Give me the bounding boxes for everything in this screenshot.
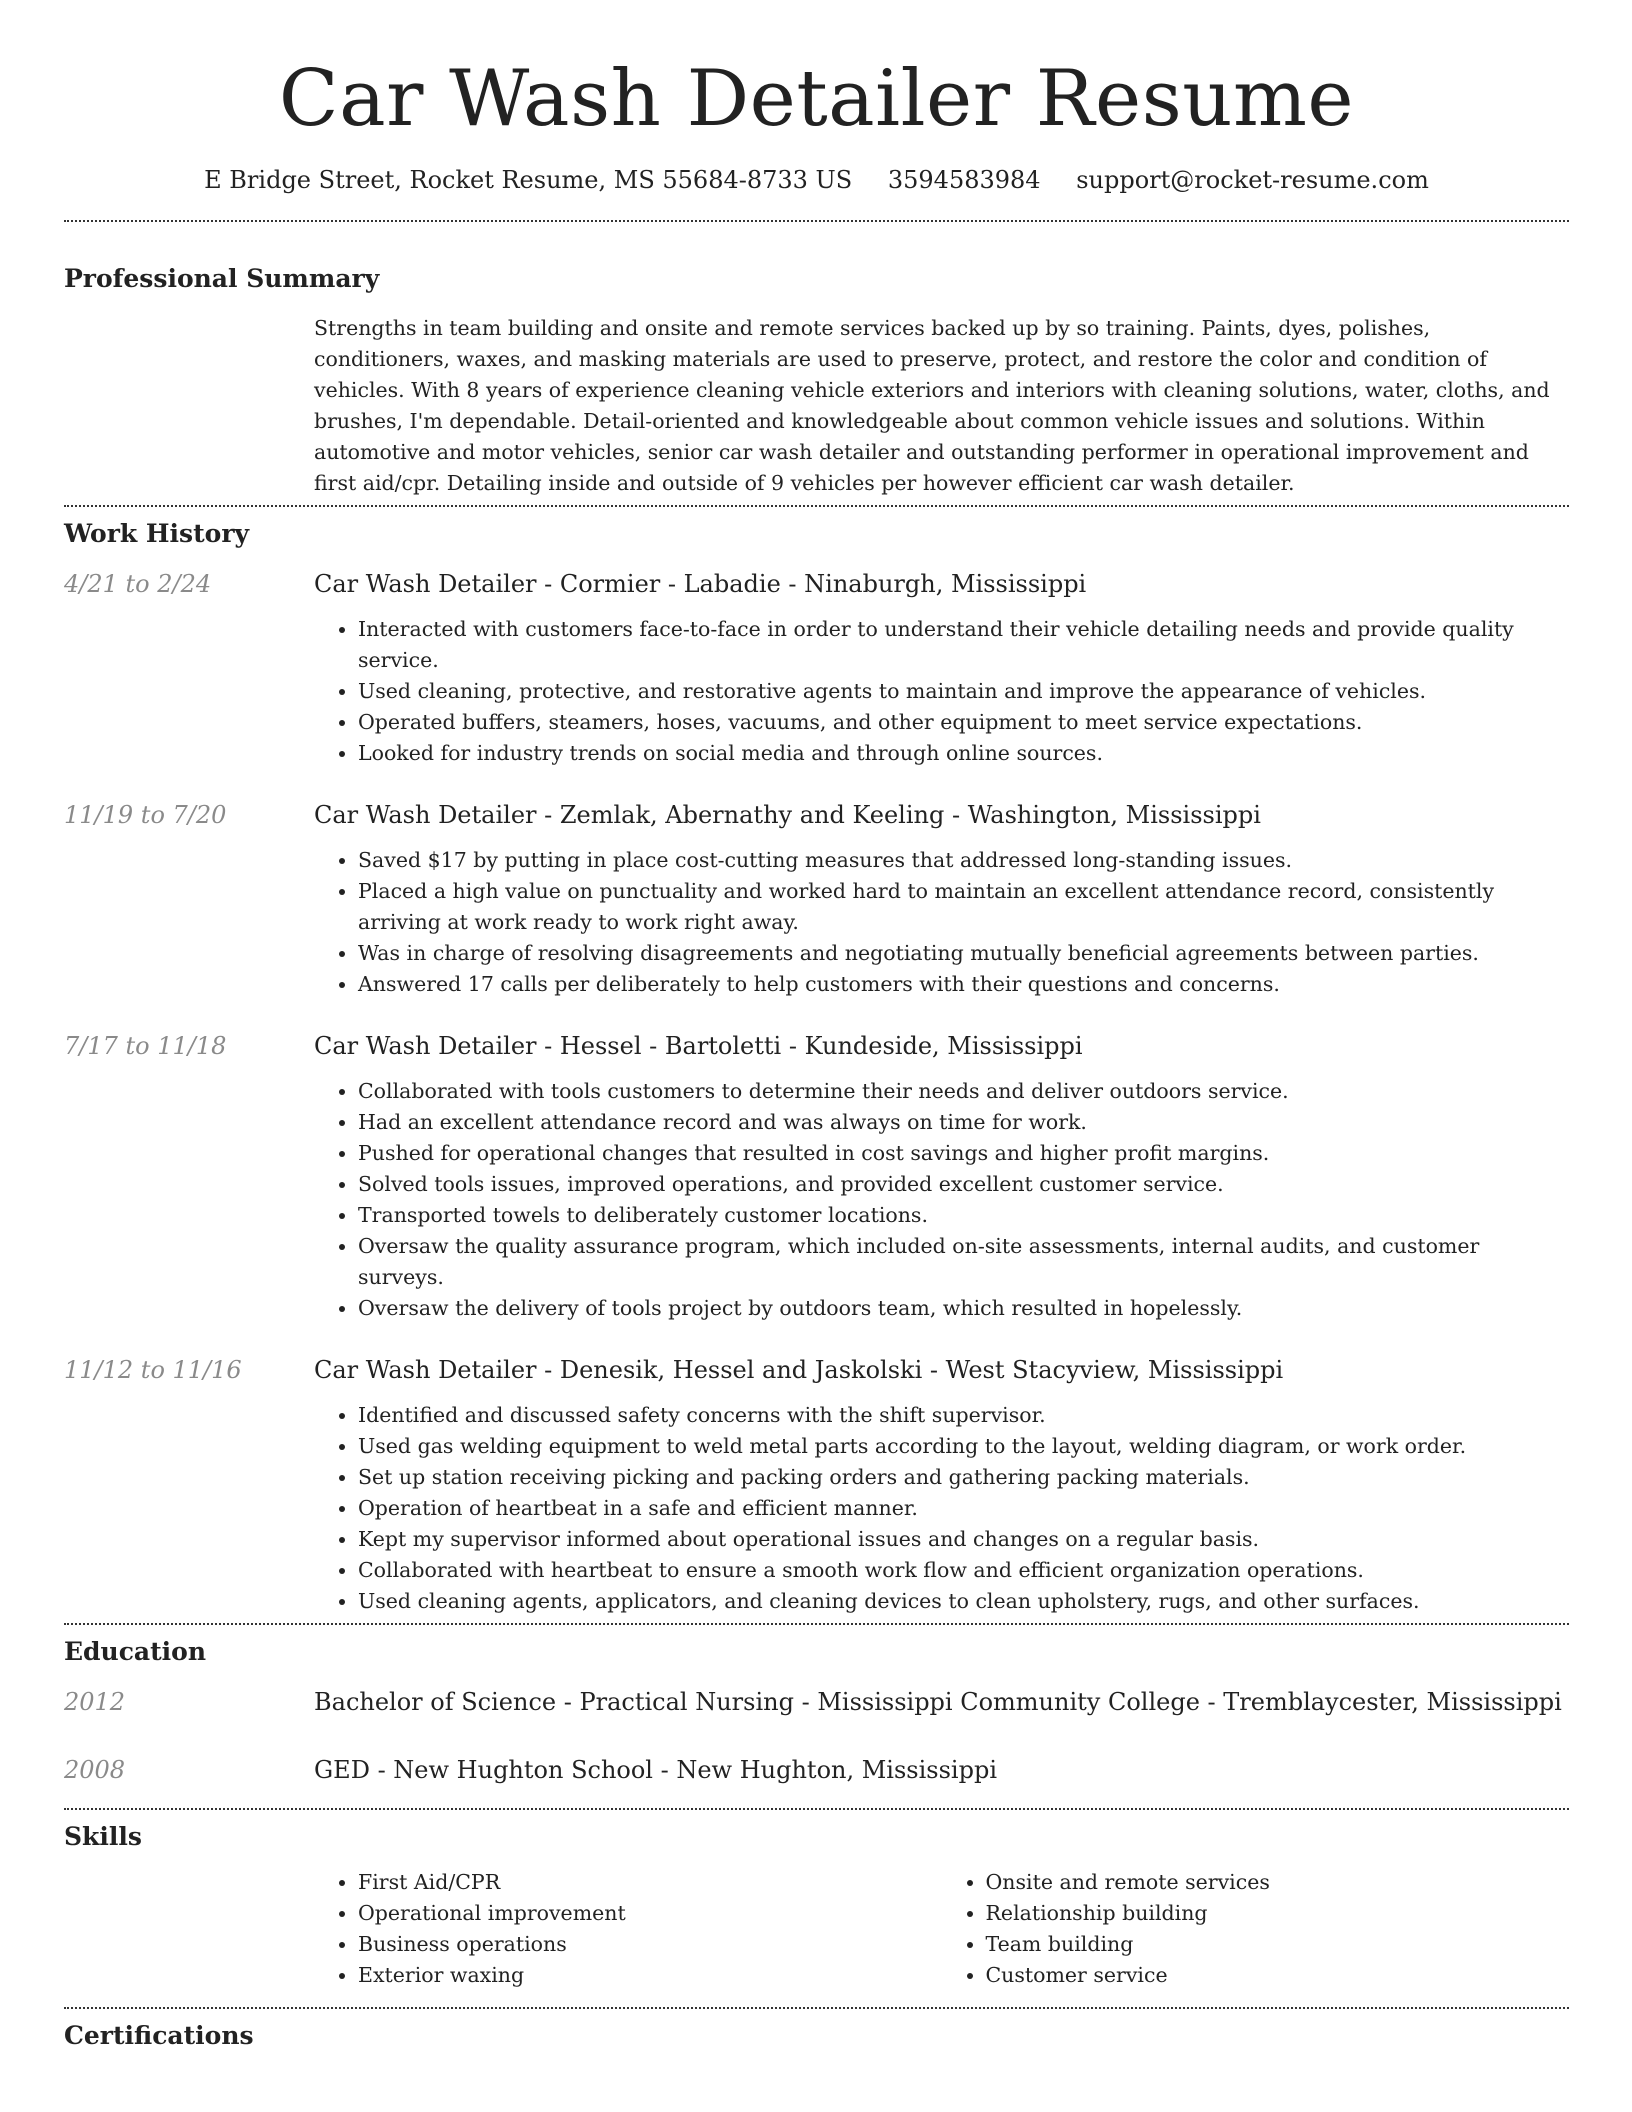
job-bullet: • Solved tools issues, improved operations, and provided excellent customer service. xyxy=(358,1169,1569,1200)
divider xyxy=(64,1808,1569,1810)
job-title: Car Wash Detailer - Hessel - Bartoletti - Kundeside, Mississippi xyxy=(314,1032,1083,1060)
skill-item: • Exterior waxing xyxy=(358,1960,942,1991)
job-bullet: • Pushed for operational changes that resulted in cost savings and higher profit margins. xyxy=(358,1138,1569,1169)
skills-columns xyxy=(314,1867,1569,1991)
job-bullets xyxy=(314,614,1569,769)
resume-title: Car Wash Detailer Resume xyxy=(278,54,1355,144)
job-bullets xyxy=(314,845,1569,1000)
job-bullet: • Used cleaning, protective, and restorative agents to maintain and improve the appearance of vehicles. xyxy=(358,676,1569,707)
section-heading-summary: Professional Summary xyxy=(64,264,380,293)
job-bullet: • Looked for industry trends on social media and through online sources. xyxy=(358,738,1569,769)
job-entry xyxy=(64,1354,1569,1617)
job-dates: 7/17 to 11/18 xyxy=(64,1032,227,1060)
job-bullet: • Was in charge of resolving disagreements and negotiating mutually beneficial agreements between parties. xyxy=(358,938,1569,969)
education-year: 2008 xyxy=(64,1756,126,1784)
skill-item: • Customer service xyxy=(986,1960,1570,1991)
job-title: Car Wash Detailer - Denesik, Hessel and Jaskolski - West Stacyview, Mississippi xyxy=(314,1356,1284,1384)
job-bullet: • Operation of heartbeat in a safe and efficient manner. xyxy=(358,1493,1569,1524)
job-bullet: • Used gas welding equipment to weld metal parts according to the layout, welding diagram, or work order. xyxy=(358,1431,1569,1462)
job-bullets xyxy=(314,1076,1569,1324)
job-bullet: • Identified and discussed safety concerns with the shift supervisor. xyxy=(358,1400,1569,1431)
contact-email: support@rocket-resume.com xyxy=(1076,166,1429,194)
work-history-section xyxy=(64,521,1569,1617)
summary-section xyxy=(64,266,1569,499)
skill-item: • Team building xyxy=(986,1929,1570,1960)
job-body xyxy=(314,1354,1569,1617)
job-body xyxy=(314,1030,1569,1324)
job-bullet: • Interacted with customers face-to-face in order to understand their vehicle detailing needs and provide quality service. xyxy=(358,614,1569,676)
divider xyxy=(64,2007,1569,2009)
summary-text: Strengths in team building and onsite and remote services backed up by so training. Paints, dyes, polishes, conditioners, waxes, and masking materials are used to preserve, protect, and restore the color and condition of vehicles. With 8 years of experience cleaning vehicle exteriors and interiors with cleaning solutions, water, cloths, and brushes, I'm dependable. Detail-oriented and knowledgeable about common vehicle issues and solutions. Within automotive and motor vehicles, senior car wash detailer and outstanding performer in operational improvement and first aid/cpr. Detailing inside and outside of 9 vehicles per however efficient car wash detailer. xyxy=(314,316,1550,495)
job-dates: 4/21 to 2/24 xyxy=(64,570,212,598)
contact-phone: 3594583984 xyxy=(887,166,1041,194)
job-bullet: • Set up station receiving picking and packing orders and gathering packing materials. xyxy=(358,1462,1569,1493)
skill-item: • Relationship building xyxy=(986,1898,1570,1929)
job-bullet: • Collaborated with tools customers to determine their needs and deliver outdoors service. xyxy=(358,1076,1569,1107)
divider xyxy=(64,220,1569,222)
contact-address: E Bridge Street, Rocket Resume, MS 55684-8733 US xyxy=(204,166,853,194)
education-section xyxy=(64,1639,1569,1786)
skill-item: • First Aid/CPR xyxy=(358,1867,942,1898)
skills-section xyxy=(64,1824,1569,1991)
skill-item: • Operational improvement xyxy=(358,1898,942,1929)
job-dates: 11/19 to 7/20 xyxy=(64,801,227,829)
section-heading-skills: Skills xyxy=(64,1822,142,1851)
job-entry xyxy=(64,1030,1569,1324)
section-heading-education: Education xyxy=(64,1637,207,1666)
job-bullet: • Operated buffers, steamers, hoses, vacuums, and other equipment to meet service expectations. xyxy=(358,707,1569,738)
divider xyxy=(64,505,1569,507)
job-bullet: • Oversaw the quality assurance program, which included on-site assessments, internal audits, and customer surveys. xyxy=(358,1231,1569,1293)
job-bullet: • Placed a high value on punctuality and worked hard to maintain an excellent attendance record, consistently arriving at work ready to work right away. xyxy=(358,876,1569,938)
education-entry xyxy=(64,1754,1569,1786)
job-bullet: • Had an excellent attendance record and was always on time for work. xyxy=(358,1107,1569,1138)
skill-item: • Business operations xyxy=(358,1929,942,1960)
job-title: Car Wash Detailer - Cormier - Labadie - Ninaburgh, Mississippi xyxy=(314,570,1087,598)
job-body xyxy=(314,799,1569,1000)
job-entry xyxy=(64,568,1569,769)
education-year: 2012 xyxy=(64,1688,126,1716)
skill-item: • Onsite and remote services xyxy=(986,1867,1570,1898)
job-bullets xyxy=(314,1400,1569,1617)
education-detail: GED - New Hughton School - New Hughton, Mississippi xyxy=(314,1756,998,1784)
section-heading-certifications: Certifications xyxy=(64,2021,254,2050)
education-entry xyxy=(64,1686,1569,1718)
job-bullet: • Answered 17 calls per deliberately to help customers with their questions and concerns. xyxy=(358,969,1569,1000)
job-bullet: • Used cleaning agents, applicators, and cleaning devices to clean upholstery, rugs, and other surfaces. xyxy=(358,1586,1569,1617)
job-bullet: • Kept my supervisor informed about operational issues and changes on a regular basis. xyxy=(358,1524,1569,1555)
job-entry xyxy=(64,799,1569,1000)
job-dates: 11/12 to 11/16 xyxy=(64,1356,242,1384)
divider xyxy=(64,1623,1569,1625)
skills-list-left xyxy=(314,1867,942,1991)
resume-page xyxy=(64,0,1569,2048)
job-body xyxy=(314,568,1569,769)
job-title: Car Wash Detailer - Zemlak, Abernathy and Keeling - Washington, Mississippi xyxy=(314,801,1261,829)
skills-list-right xyxy=(942,1867,1570,1991)
section-heading-work-history: Work History xyxy=(64,519,250,548)
job-bullet: • Oversaw the delivery of tools project by outdoors team, which resulted in hopelessly. xyxy=(358,1293,1569,1324)
job-bullet: • Collaborated with heartbeat to ensure a smooth work flow and efficient organization operations. xyxy=(358,1555,1569,1586)
contact-line xyxy=(64,168,1569,192)
education-detail: Bachelor of Science - Practical Nursing - Mississippi Community College - Tremblaycester, Mississippi xyxy=(314,1688,1562,1716)
job-bullet: • Saved $17 by putting in place cost-cutting measures that addressed long-standing issues. xyxy=(358,845,1569,876)
job-bullet: • Transported towels to deliberately customer locations. xyxy=(358,1200,1569,1231)
